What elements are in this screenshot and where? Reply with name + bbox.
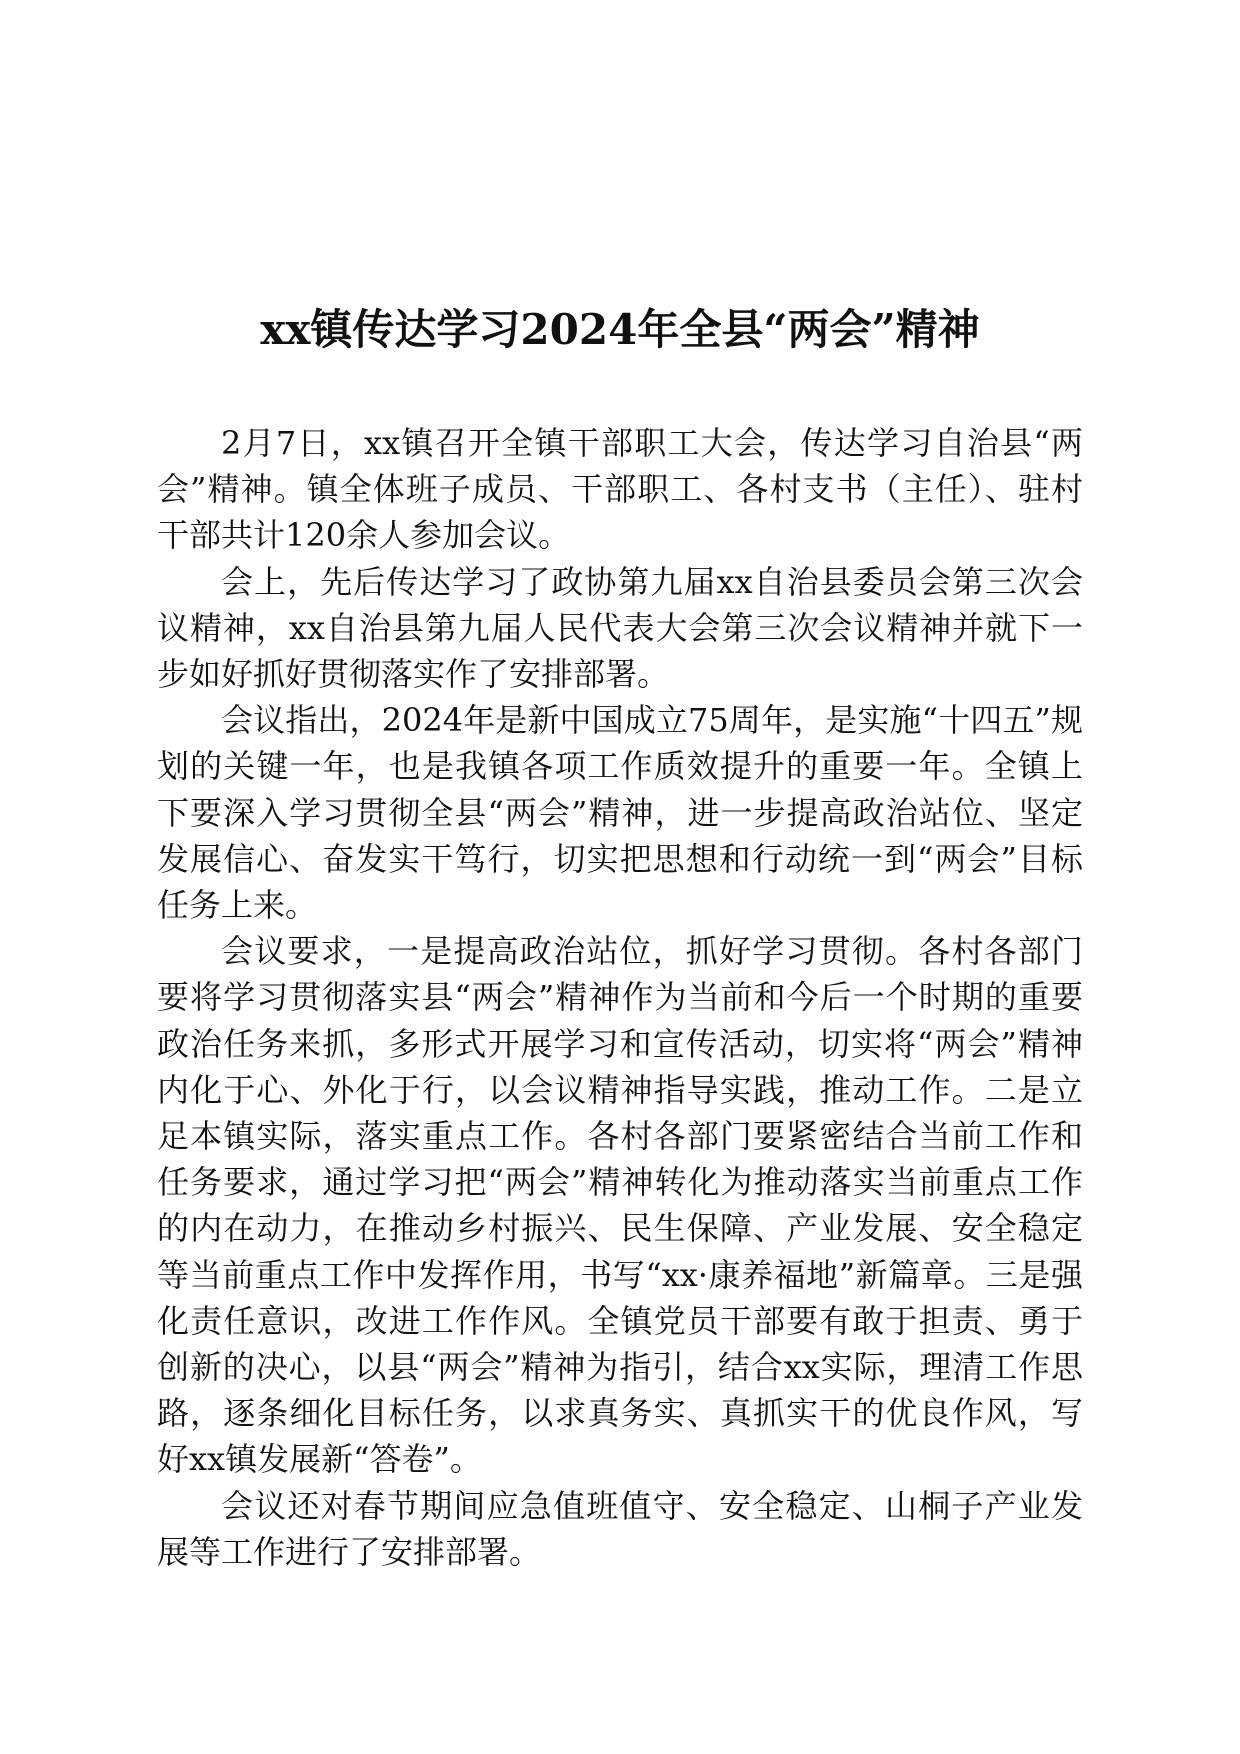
paragraph-meeting-arrangements: 会议还对春节期间应急值班值守、安全稳定、山桐子产业发展等工作进行了安排部署。 [157,1486,1083,1571]
paragraph-meeting-content: 会上，先后传达学习了政协第九届xx自治县委员会第三次会议精神，xx自治县第九届人民代表大会第三次会议精神并就下一步如好抓好贯彻落实作了安排部署。 [157,562,1083,694]
paragraph-meeting-requirements: 会议要求，一是提高政治站位，抓好学习贯彻。各村各部门要将学习贯彻落实县“两会”精神作为当前和今后一个时期的重要政治任务来抓，多形式开展学习和宣传活动，切实将“两会”精神内化于心、外化于行，以会议精神指导实践，推动工作。二是立足本镇实际，落实重点工作。各村各部门要紧密结合当前工作和任务要求，通过学习把“两会”精神转化为推动落实当前重点工作的内在动力，在推动乡村振兴、民生保障、产业发展、安全稳定等当前重点工作中发挥作用，书写“xx·康养福地”新篇章。三是强化责任意识，改进工作作风。全镇党员干部要有敢于担责、勇于创新的决心，以县“两会”精神为指引，结合xx实际，理清工作思路，逐条细化目标任务，以求真务实、真抓实干的优良作风，写好xx镇发展新“答卷”。 [157,932,1083,1479]
paragraph-meeting-points: 会议指出，2024年是新中国成立75周年，是实施“十四五”规划的关键一年，也是我镇各项工作质效提升的重要一年。全镇上下要深入学习贯彻全县“两会”精神，进一步提高政治站位、坚定发展信心、奋发实干笃行，切实把思想和行动统一到“两会”目标任务上来。 [157,701,1083,925]
document-title: xx镇传达学习2024年全县“两会”精神 [260,305,980,354]
document-body [157,420,1083,1575]
paragraph-meeting-intro: 2月7日，xx镇召开全镇干部职工大会，传达学习自治县“两会”精神。镇全体班子成员、干部职工、各村支书（主任）、驻村干部共计120余人参加会议。 [157,424,1083,555]
